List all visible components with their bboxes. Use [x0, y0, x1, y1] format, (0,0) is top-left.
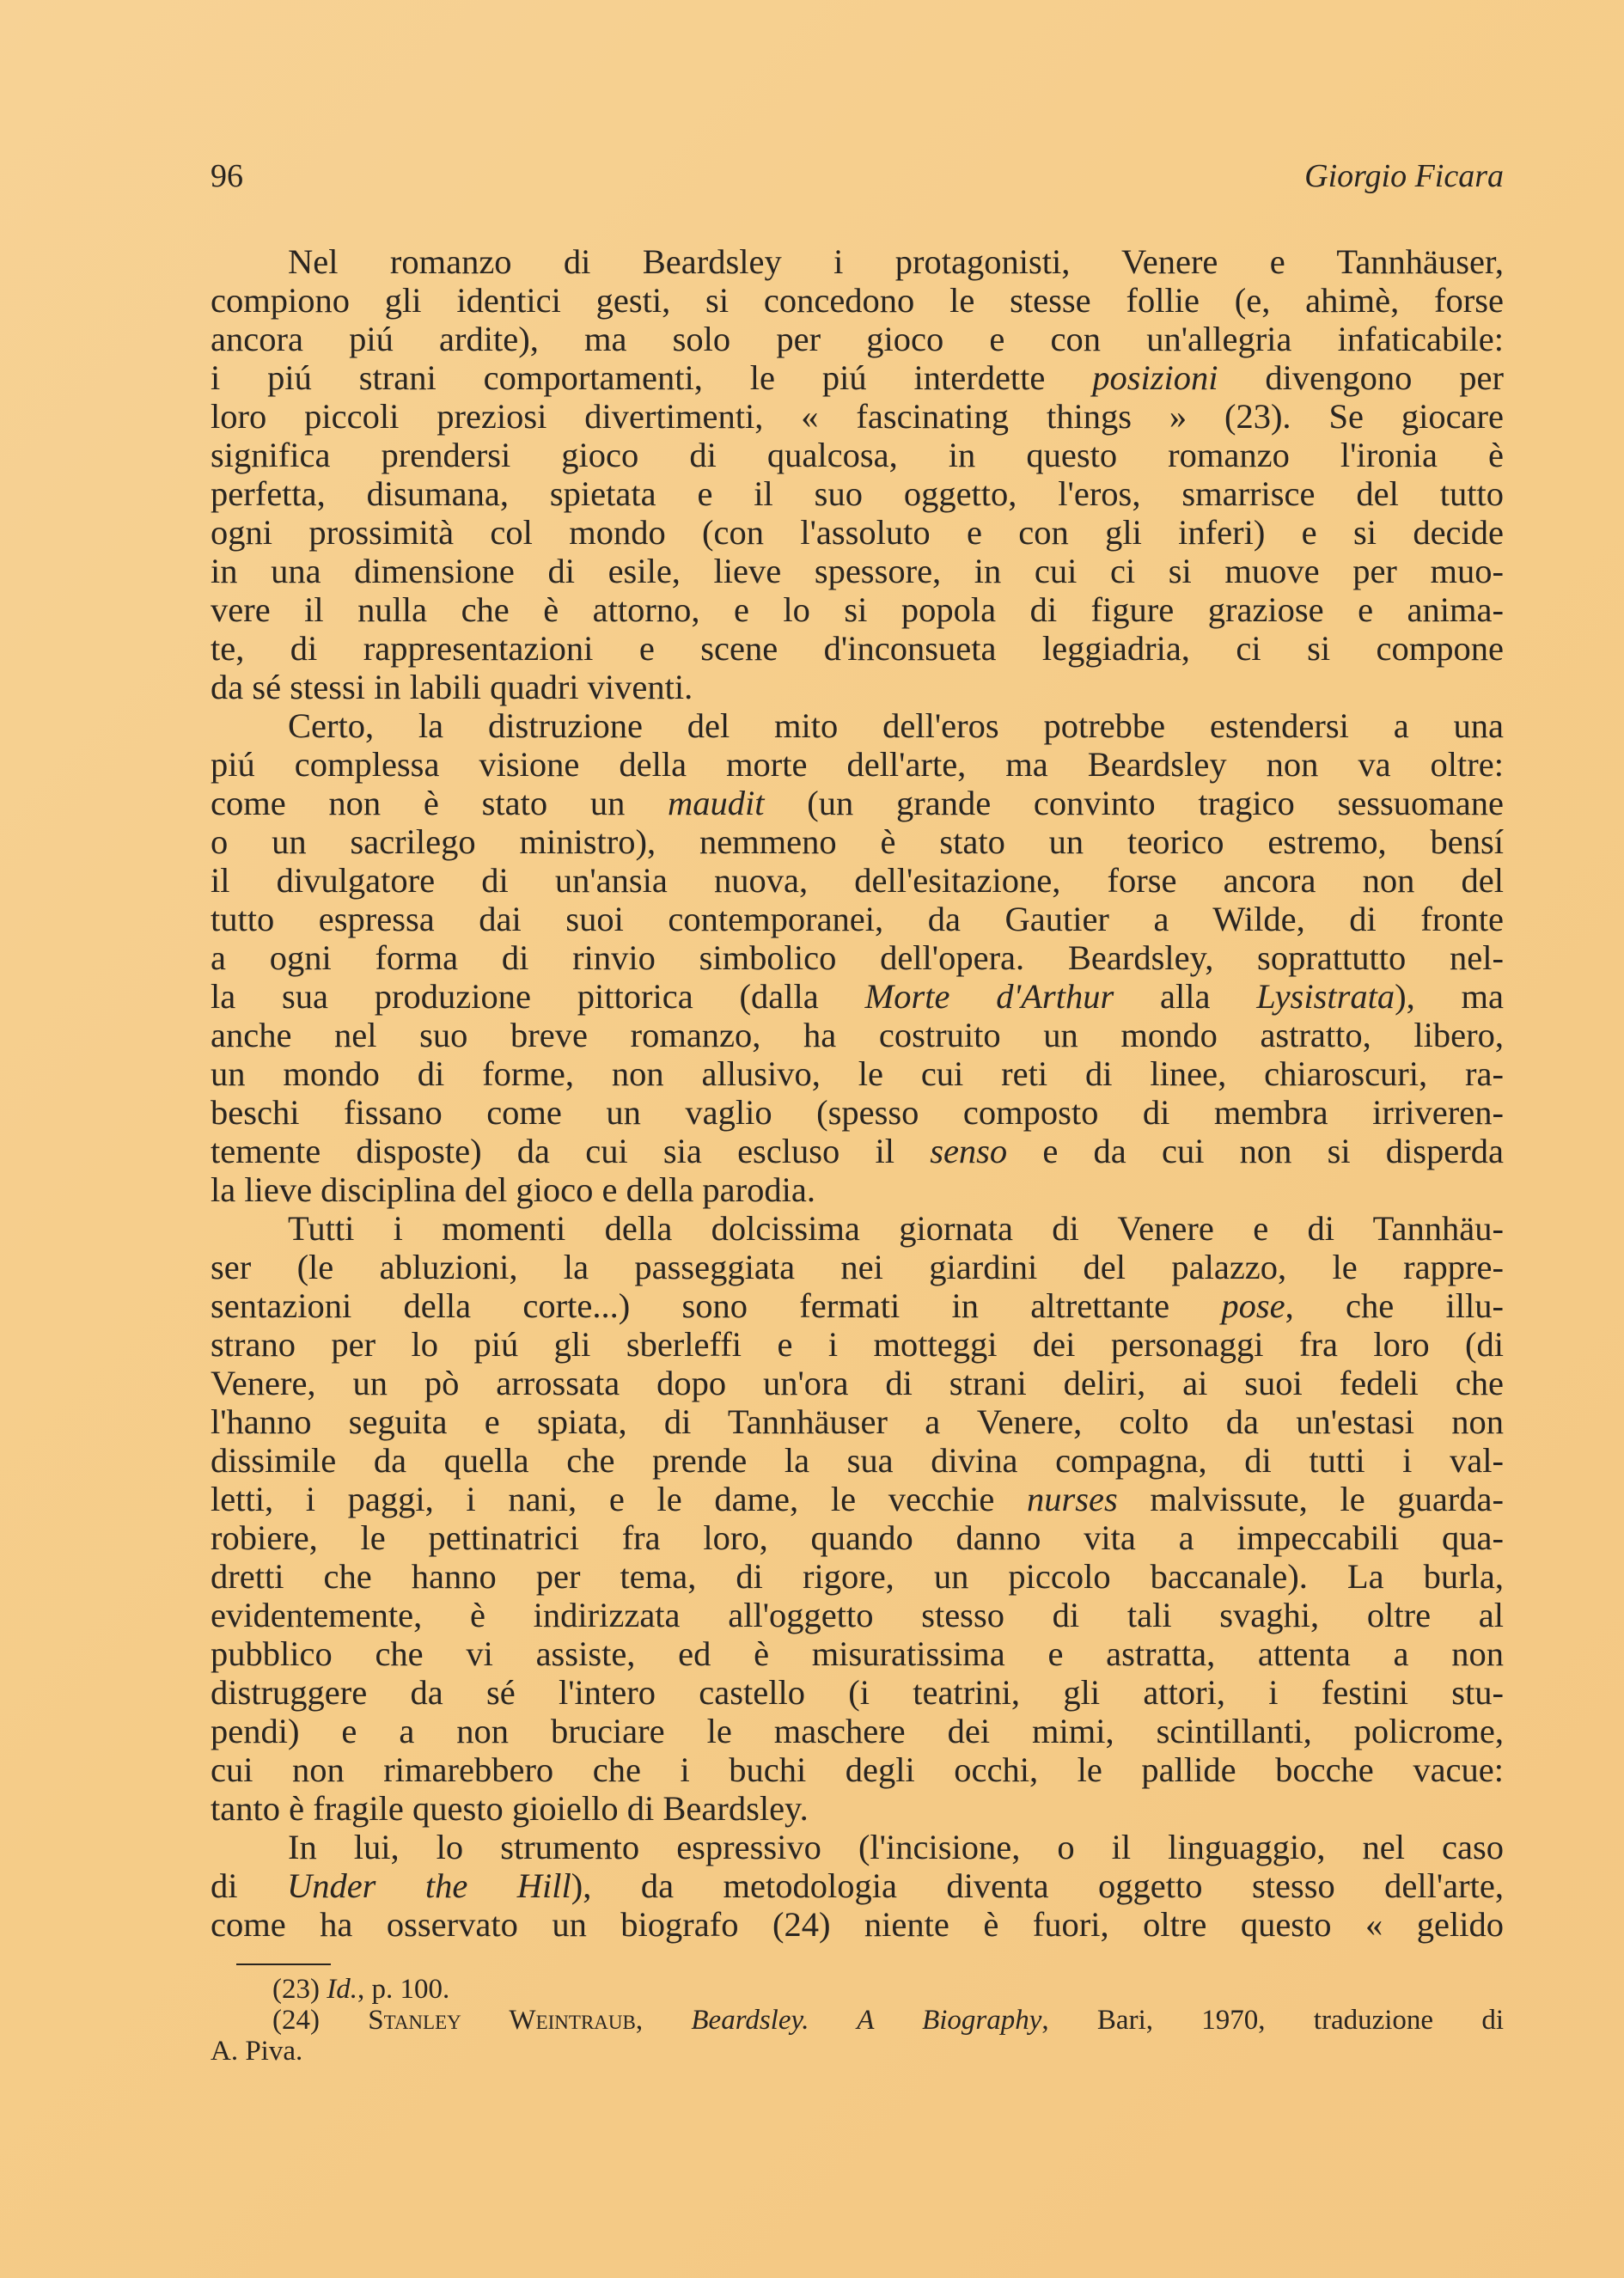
text-line: strano per lo piú gli sberleffi e i motteggi dei personaggi fra loro (di — [211, 1325, 1504, 1364]
text-line: loro piccoli preziosi divertimenti, « fascinating things » (23). Se giocare — [211, 397, 1504, 436]
text-line: tanto è fragile questo gioiello di Beardsley. — [211, 1789, 809, 1828]
text-line: Nel romanzo di Beardsley i protagonisti, Venere e Tannhäuser, — [288, 242, 1504, 281]
paragraph-1 — [211, 242, 1504, 706]
text-line: te, di rappresentazioni e scene d'inconsueta leggiadria, ci si compone — [211, 629, 1504, 668]
text-line: dretti che hanno per tema, di rigore, un piccolo baccanale). La burla, — [211, 1557, 1504, 1596]
text-line: l'hanno seguita e spiata, di Tannhäuser a Venere, colto da un'estasi non — [211, 1402, 1504, 1441]
text-line: pubblico che vi assiste, ed è misuratissima e astratta, attenta a non — [211, 1634, 1504, 1673]
text-line: cui non rimarebbero che i buchi degli occhi, le pallide bocche vacue: — [211, 1750, 1504, 1789]
footnote-line: (24) Stanley Weintraub, Beardsley. A Biography, Bari, 1970, traduzione di — [272, 2005, 1505, 2036]
text-line: sentazioni della corte...) sono fermati in altrettante pose, che illu- — [211, 1286, 1504, 1325]
page-number: 96 — [211, 158, 243, 194]
text-line: temente disposte) da cui sia escluso il senso e da cui non si disperda — [211, 1132, 1504, 1170]
text-line: piú complessa visione della morte dell'arte, ma Beardsley non va oltre: — [211, 745, 1504, 784]
text-line: pendi) e a non bruciare le maschere dei mimi, scintillanti, policrome, — [211, 1712, 1504, 1750]
main-text — [211, 242, 1504, 1944]
running-header — [211, 157, 1504, 205]
text-line: di Under the Hill), da metodologia diventa oggetto stesso dell'arte, — [211, 1866, 1504, 1905]
text-line: robiere, le pettinatrici fra loro, quando danno vita a impeccabili qua- — [211, 1518, 1504, 1557]
text-line: in una dimensione di esile, lieve spessore, in cui ci si muove per muo- — [211, 552, 1504, 590]
text-line: un mondo di forme, non allusivo, le cui reti di linee, chiaroscuri, ra- — [211, 1054, 1504, 1093]
text-line: distruggere da sé l'intero castello (i teatrini, gli attori, i festini stu- — [211, 1673, 1504, 1712]
text-line: Tutti i momenti della dolcissima giornata di Venere e di Tannhäu- — [288, 1209, 1504, 1248]
text-line: il divulgatore di un'ansia nuova, dell'esitazione, forse ancora non del — [211, 861, 1504, 900]
footnote-line: (23) Id., p. 100. — [272, 1974, 450, 2005]
text-line: significa prendersi gioco di qualcosa, in questo romanzo l'ironia è — [211, 436, 1504, 474]
text-line: da sé stessi in labili quadri viventi. — [211, 668, 693, 706]
text-line: perfetta, disumana, spietata e il suo oggetto, l'eros, smarrisce del tutto — [211, 474, 1504, 513]
footnote-line: A. Piva. — [211, 2036, 303, 2067]
text-line: tutto espressa dai suoi contemporanei, da Gautier a Wilde, di fronte — [211, 900, 1504, 938]
text-line: In lui, lo strumento espressivo (l'incisione, o il linguaggio, nel caso — [288, 1828, 1504, 1866]
text-line: letti, i paggi, i nani, e le dame, le vecchie nurses malvissute, le guarda- — [211, 1480, 1504, 1518]
paragraph-3 — [211, 1209, 1504, 1828]
text-line: ser (le abluzioni, la passeggiata nei giardini del palazzo, le rappre- — [211, 1248, 1504, 1286]
footnote-separator — [236, 1963, 331, 1965]
text-line: ancora piú ardite), ma solo per gioco e con un'allegria infaticabile: — [211, 320, 1504, 358]
running-head-author: Giorgio Ficara — [1304, 158, 1504, 194]
text-line: anche nel suo breve romanzo, ha costruito un mondo astratto, libero, — [211, 1016, 1504, 1054]
text-line: Certo, la distruzione del mito dell'eros potrebbe estendersi a una — [288, 706, 1504, 745]
text-line: ogni prossimità col mondo (con l'assoluto e con gli inferi) e si decide — [211, 513, 1504, 552]
text-line: la sua produzione pittorica (dalla Morte d'Arthur alla Lysistrata), ma — [211, 977, 1504, 1016]
text-line: i piú strani comportamenti, le piú interdette posizioni divengono per — [211, 358, 1504, 397]
footnotes — [211, 1974, 1504, 2067]
paragraph-4 — [211, 1828, 1504, 1944]
text-line: Venere, un pò arrossata dopo un'ora di strani deliri, ai suoi fedeli che — [211, 1364, 1504, 1402]
text-line: vere il nulla che è attorno, e lo si popola di figure graziose e anima- — [211, 590, 1504, 629]
text-line: evidentemente, è indirizzata all'oggetto stesso di tali svaghi, oltre al — [211, 1596, 1504, 1634]
text-line: la lieve disciplina del gioco e della parodia. — [211, 1170, 815, 1209]
paragraph-2 — [211, 706, 1504, 1209]
text-line: come non è stato un maudit (un grande convinto tragico sessuomane — [211, 784, 1504, 822]
text-line: dissimile da quella che prende la sua divina compagna, di tutti i val- — [211, 1441, 1504, 1480]
text-line: beschi fissano come un vaglio (spesso composto di membra irriveren- — [211, 1093, 1504, 1132]
text-line: o un sacrilego ministro), nemmeno è stato un teorico estremo, bensí — [211, 822, 1504, 861]
text-line: a ogni forma di rinvio simbolico dell'opera. Beardsley, soprattutto nel- — [211, 938, 1504, 977]
text-line: come ha osservato un biografo (24) niente è fuori, oltre questo « gelido — [211, 1905, 1504, 1944]
text-line: compiono gli identici gesti, si concedono le stesse follie (e, ahimè, forse — [211, 281, 1504, 320]
